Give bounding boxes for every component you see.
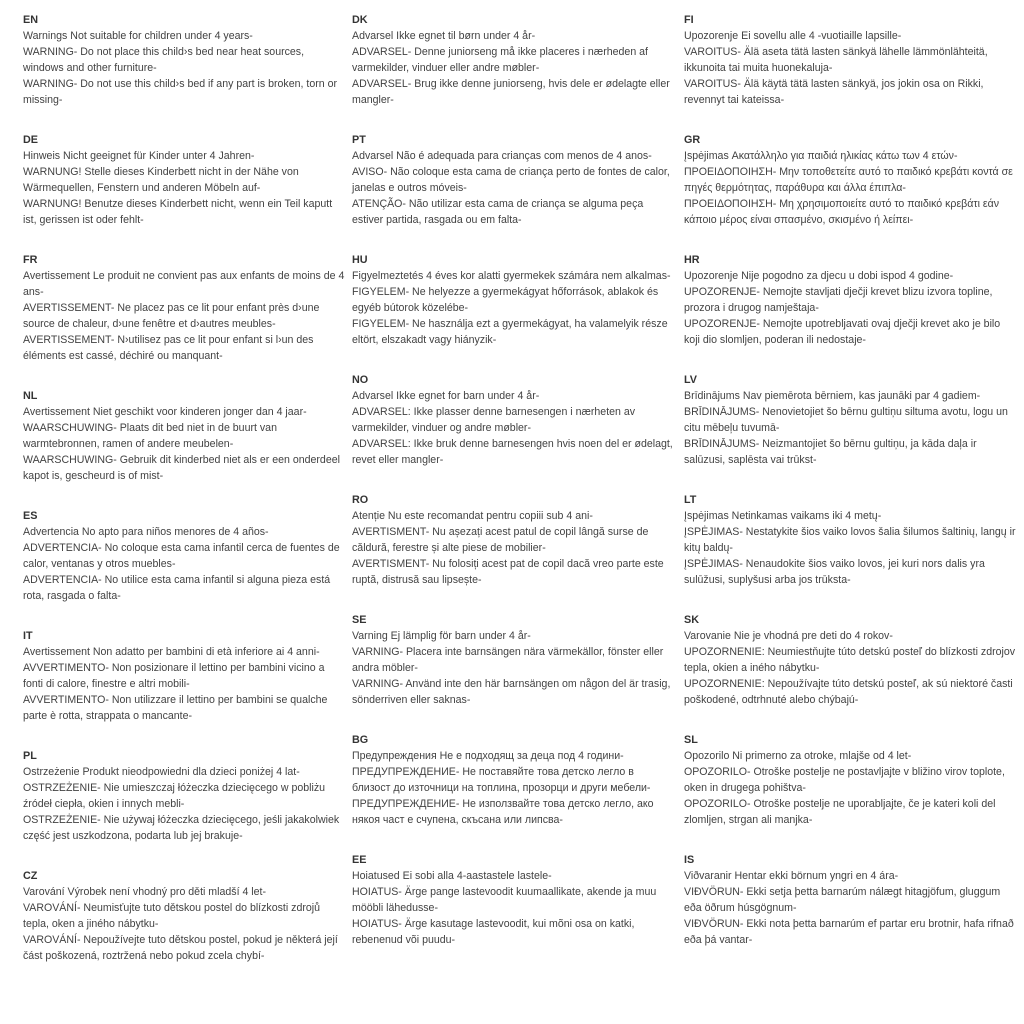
- warning-statement: AVERTISSEMENT- N›utilisez pas ce lit pour enfant si l›un des éléments est cassé, déchiré ou manquant-: [23, 334, 314, 362]
- lang-block-sk: [684, 612, 1016, 708]
- lang-block-ee: [352, 852, 674, 948]
- warning-statement: ADVARSEL- Denne juniorseng må ikke placeres i nærheden af varmekilder, vinduer eller andre møbler-: [352, 46, 648, 74]
- warning-statement: VAROVÁNÍ- Nepoužívejte tuto dětskou postel, pokud je některá její část poškozená, roztržená nebo pokud zcela chybí-: [23, 934, 338, 962]
- language-code-it: IT: [23, 630, 33, 642]
- language-code-pl: PL: [23, 750, 37, 762]
- warning-statement: Brīdinājums Nav piemērota bērniem, kas jaunāki par 4 gadiem-: [684, 390, 981, 402]
- warning-statement: AVISO- Não coloque esta cama de criança perto de fontes de calor, janelas e outros móveis-: [352, 166, 670, 194]
- warning-statement: ADVARSEL: Ikke bruk denne barnesengen hvis noen del er ødelagt, revet eller mangler-: [352, 438, 673, 466]
- warning-statement: ADVERTENCIA- No utilice esta cama infantil si alguna pieza está rota, rasgada o falta-: [23, 574, 331, 602]
- warning-statement: Figyelmeztetés 4 éves kor alatti gyermekek számára nem alkalmas-: [352, 270, 671, 282]
- language-code-es: ES: [23, 510, 38, 522]
- warning-statement: BRĪDINĀJUMS- Neizmantojiet šo bērnu gultiņu, ja kāda daļa ir salūzusi, saplēsta vai trūkst-: [684, 438, 977, 466]
- language-code-lt: LT: [684, 494, 697, 506]
- lang-block-es: [23, 508, 345, 604]
- warning-statement: Ostrzeżenie Produkt nieodpowiedni dla dzieci poniżej 4 lat-: [23, 766, 300, 778]
- warning-statement: Varování Výrobek není vhodný pro děti mladší 4 let-: [23, 886, 267, 898]
- warning-statement: UPOZORNENIE: Neumiestňujte túto detskú posteľ do blízkosti zdrojov tepla, okien a iného nábytku-: [684, 646, 1016, 674]
- warning-statement: Varovanie Nie je vhodná pre deti do 4 rokov-: [684, 630, 893, 642]
- warning-statement: VARNING- Använd inte den här barnsängen om någon del är trasig, sönderriven eller saknas-: [352, 678, 671, 706]
- warning-statement: UPOZORNENIE: Nepoužívajte túto detskú posteľ, ak sú niektoré časti poškodené, odtrhnuté alebo chýbajú-: [684, 678, 1013, 706]
- warning-statement: HOIATUS- Ärge kasutage lastevoodit, kui mõni osa on katki, rebenenud või puudu-: [352, 918, 635, 946]
- warning-statement: AVVERTIMENTO- Non utilizzare il lettino per bambini se qualche parte è rotta, strappata o mancante-: [23, 694, 328, 722]
- warning-statement: VARNING- Placera inte barnsängen nära värmekällor, fönster eller andra möbler-: [352, 646, 664, 674]
- lang-block-lt: [684, 492, 1016, 588]
- warning-statement: WAARSCHUWING- Plaats dit bed niet in de buurt van warmtebronnen, ramen of andere meubelen-: [23, 422, 277, 450]
- warning-statement: AVERTISMENT- Nu așezați acest patul de copil lângă surse de căldură, ferestre și alte piese de mobilier-: [352, 526, 649, 554]
- warning-statement: OPOZORILO- Otroške postelje ne postavljajte v bližino virov toplote, oken in drugega pohištva-: [684, 766, 1005, 794]
- language-code-sk: SK: [684, 614, 699, 626]
- warning-statement: ADVERTENCIA- No coloque esta cama infantil cerca de fuentes de calor, ventanas y otros muebles-: [23, 542, 340, 570]
- lang-block-no: [352, 372, 674, 468]
- language-code-cz: CZ: [23, 870, 38, 882]
- lang-block-it: [23, 628, 345, 724]
- warning-statement: ĮSPĖJIMAS- Nenaudokite šios vaiko lovos, jei kuri nors dalis yra sulūžusi, suplyšusi arba jos trūksta-: [684, 558, 985, 586]
- language-code-hr: HR: [684, 254, 700, 266]
- warning-statement: WARNING- Do not place this child›s bed near heat sources, windows and other furniture-: [23, 46, 305, 74]
- warning-statement: VAROITUS- Älä käytä tätä lasten sänkyä, jos jokin osa on Rikki, revennyt tai kateissa-: [684, 78, 984, 106]
- warning-statement: Hoiatused Ei sobi alla 4-aastastele lastele-: [352, 870, 552, 882]
- warning-statement: Warnings Not suitable for children under 4 years-: [23, 30, 253, 42]
- warning-statement: OSTRZEŻENIE- Nie umieszczaj łóżeczka dziecięcego w pobliżu źródeł ciepła, okien i innych mebli-: [23, 782, 326, 810]
- warning-statement: Advertencia No apto para niños menores de 4 años-: [23, 526, 269, 538]
- language-code-gr: GR: [684, 134, 701, 146]
- warning-statement: WARNING- Do not use this child›s bed if any part is broken, torn or missing-: [23, 78, 338, 106]
- language-code-ro: RO: [352, 494, 369, 506]
- warning-statement: Advarsel Ikke egnet for barn under 4 år-: [352, 390, 540, 402]
- warning-statement: Upozorenje Nije pogodno za djecu u dobi ispod 4 godine-: [684, 270, 954, 282]
- warning-statement: BRĪDINĀJUMS- Nenovietojiet šo bērnu gultiņu siltuma avotu, logu un citu mēbeļu tuvumā-: [684, 406, 1008, 434]
- lang-block-fi: [684, 12, 1016, 108]
- warning-statement: ATENÇÃO- Não utilizar esta cama de criança se alguma peça estiver partida, rasgada ou em falta-: [352, 198, 644, 226]
- lang-block-dk: [352, 12, 674, 108]
- warning-statement: VAROITUS- Älä aseta tätä lasten sänkyä lähelle lämmönlähteitä, ikkunoita tai muita huonekaluja-: [684, 46, 988, 74]
- warning-statement: Upozorenje Ei sovellu alle 4 -vuotiaille lapsille-: [684, 30, 902, 42]
- warning-statement: ПРЕДУПРЕЖДЕНИЕ- Не поставяйте това детско легло в близост до източници на топлина, прозорци и други мебели-: [352, 766, 651, 794]
- warning-statement: FIGYELEM- Ne használja ezt a gyermekágyat, ha valamelyik része eltört, elszakadt vagy hiányzik-: [352, 318, 668, 346]
- warning-statement: Hinweis Nicht geeignet für Kinder unter 4 Jahren-: [23, 150, 255, 162]
- language-code-lv: LV: [684, 374, 697, 386]
- warning-statement: ΠΡΟΕΙΔΟΠΟΙΗΣΗ- Μη χρησιμοποιείτε αυτό το παιδικό κρεβάτι εάν κάποιο μέρος είναι σπασμένο, σκισμένο ή λείπει-: [684, 198, 1000, 226]
- lang-block-lv: [684, 372, 1016, 468]
- warning-statement: Viðvaranir Hentar ekki börnum yngri en 4 ára-: [684, 870, 899, 882]
- language-code-bg: BG: [352, 734, 369, 746]
- warning-statement: ĮSPĖJIMAS- Nestatykite šios vaiko lovos šalia šilumos šaltinių, langų ir kitų baldų-: [684, 526, 1016, 554]
- language-code-pt: PT: [352, 134, 366, 146]
- lang-block-sl: [684, 732, 1016, 828]
- lang-block-gr: [684, 132, 1016, 228]
- warning-statement: HOIATUS- Ärge pange lastevoodit kuumaallikate, akende ja muu mööbli lähedusse-: [352, 886, 657, 914]
- language-code-nl: NL: [23, 390, 38, 402]
- warning-statement: Advarsel Não é adequada para crianças com menos de 4 anos-: [352, 150, 652, 162]
- lang-block-is: [684, 852, 1016, 948]
- lang-block-de: [23, 132, 345, 228]
- warning-statement: Įspėjimas Netinkamas vaikams iki 4 metų-: [684, 510, 882, 522]
- warning-statement: UPOZORENJE- Nemojte stavljati dječji krevet blizu izvora topline, prozora i drugog namještaja-: [684, 286, 993, 314]
- lang-block-hr: [684, 252, 1016, 348]
- warning-statement: OSTRZEŻENIE- Nie używaj łóżeczka dziecięcego, jeśli jakakolwiek część jest uszkodzona, podarta lub jej brakuje-: [23, 814, 340, 842]
- lang-block-cz: [23, 868, 345, 964]
- language-code-dk: DK: [352, 14, 368, 26]
- warning-statement: Advarsel Ikke egnet til børn under 4 år-: [352, 30, 536, 42]
- warning-statement: FIGYELEM- Ne helyezze a gyermekágyat hőforrások, ablakok és egyéb bútorok közelébe-: [352, 286, 659, 314]
- warning-statement: Avertissement Non adatto per bambini di età inferiore ai 4 anni-: [23, 646, 320, 658]
- lang-block-bg: [352, 732, 674, 828]
- column-3: [684, 12, 1016, 972]
- lang-block-pt: [352, 132, 674, 228]
- warning-statement: Atenție Nu este recomandat pentru copiii sub 4 ani-: [352, 510, 593, 522]
- warning-statement: WARNUNG! Stelle dieses Kinderbett nicht in der Nähe von Wärmequellen, Fenstern und anderen Möbeln auf-: [23, 166, 299, 194]
- warning-statement: Avertissement Le produit ne convient pas aux enfants de moins de 4 ans-: [23, 270, 345, 298]
- language-code-fr: FR: [23, 254, 38, 266]
- lang-block-nl: [23, 388, 345, 484]
- language-code-hu: HU: [352, 254, 368, 266]
- column-2: [352, 12, 674, 972]
- lang-block-fr: [23, 252, 345, 364]
- warning-statement: VIÐVÖRUN- Ekki nota þetta barnarúm ef partar eru brotnir, hafa rifnað eða þá vantar-: [684, 918, 1014, 946]
- language-code-is: IS: [684, 854, 695, 866]
- warning-statement: VIÐVÖRUN- Ekki setja þetta barnarúm nálægt hitagjöfum, gluggum eða öðrum húsgögnum-: [684, 886, 1001, 914]
- warning-statement: AVERTISSEMENT- Ne placez pas ce lit pour enfant près d›une source de chaleur, d›une fenêtre et d›autres meubles-: [23, 302, 320, 330]
- language-code-en: EN: [23, 14, 38, 26]
- lang-block-se: [352, 612, 674, 708]
- warning-statement: OPOZORILO- Otroške postelje ne uporabljajte, če je kateri koli del zlomljen, strgan ali manjka-: [684, 798, 996, 826]
- warning-statement: ADVARSEL: Ikke plasser denne barnesengen i nærheten av varmekilder, vinduer og andre møbler-: [352, 406, 636, 434]
- lang-block-ro: [352, 492, 674, 588]
- lang-block-en: [23, 12, 345, 108]
- warning-statement: WAARSCHUWING- Gebruik dit kinderbed niet als er een onderdeel kapot is, gescheurd is of mist-: [23, 454, 340, 482]
- language-code-fi: FI: [684, 14, 694, 26]
- lang-block-pl: [23, 748, 345, 844]
- warning-statement: Varning Ej lämplig för barn under 4 år-: [352, 630, 531, 642]
- warning-statement: ПРЕДУПРЕЖДЕНИЕ- Не използвайте това детско легло, ако някоя част е счупена, скъсана или липсва-: [352, 798, 654, 826]
- language-code-no: NO: [352, 374, 369, 386]
- warning-statement: Предупреждения Не е подходящ за деца под 4 години-: [352, 750, 624, 762]
- warning-statement: Opozorilo Ni primerno za otroke, mlajše od 4 let-: [684, 750, 912, 762]
- column-1: [23, 12, 345, 988]
- language-code-de: DE: [23, 134, 38, 146]
- warning-statement: AVVERTIMENTO- Non posizionare il lettino per bambini vicino a fonti di calore, finestre e altri mobili-: [23, 662, 325, 690]
- warning-statement: WARNUNG! Benutze dieses Kinderbett nicht, wenn ein Teil kaputt ist, gerissen ist oder fehlt-: [23, 198, 333, 226]
- language-code-sl: SL: [684, 734, 698, 746]
- warning-statement: Įspėjimas Ακατάλληλο για παιδιά ηλικίας κάτω των 4 ετών-: [684, 150, 958, 162]
- warning-statement: UPOZORENJE- Nemojte upotrebljavati ovaj dječji krevet ako je bilo koji dio slomljen, poderan ili nedostaje-: [684, 318, 1001, 346]
- warning-statement: ΠΡΟΕΙΔΟΠΟΙΗΣΗ- Μην τοποθετείτε αυτό το παιδικό κρεβάτι κοντά σε πηγές θερμότητας, παράθυρα και άλλα έπιπλα-: [684, 166, 1013, 194]
- lang-block-hu: [352, 252, 674, 348]
- language-code-se: SE: [352, 614, 367, 626]
- warning-statement: VAROVÁNÍ- Neumisťujte tuto dětskou postel do blízkosti zdrojů tepla, oken a jiného nábytku-: [23, 902, 321, 930]
- warning-statement: AVERTISMENT- Nu folosiți acest pat de copil dacă vreo parte este ruptă, distrusă sau lipsește-: [352, 558, 664, 586]
- warning-statement: Avertissement Niet geschikt voor kinderen jonger dan 4 jaar-: [23, 406, 307, 418]
- warning-statement: ADVARSEL- Brug ikke denne juniorseng, hvis dele er ødelagte eller mangler-: [352, 78, 670, 106]
- language-code-ee: EE: [352, 854, 367, 866]
